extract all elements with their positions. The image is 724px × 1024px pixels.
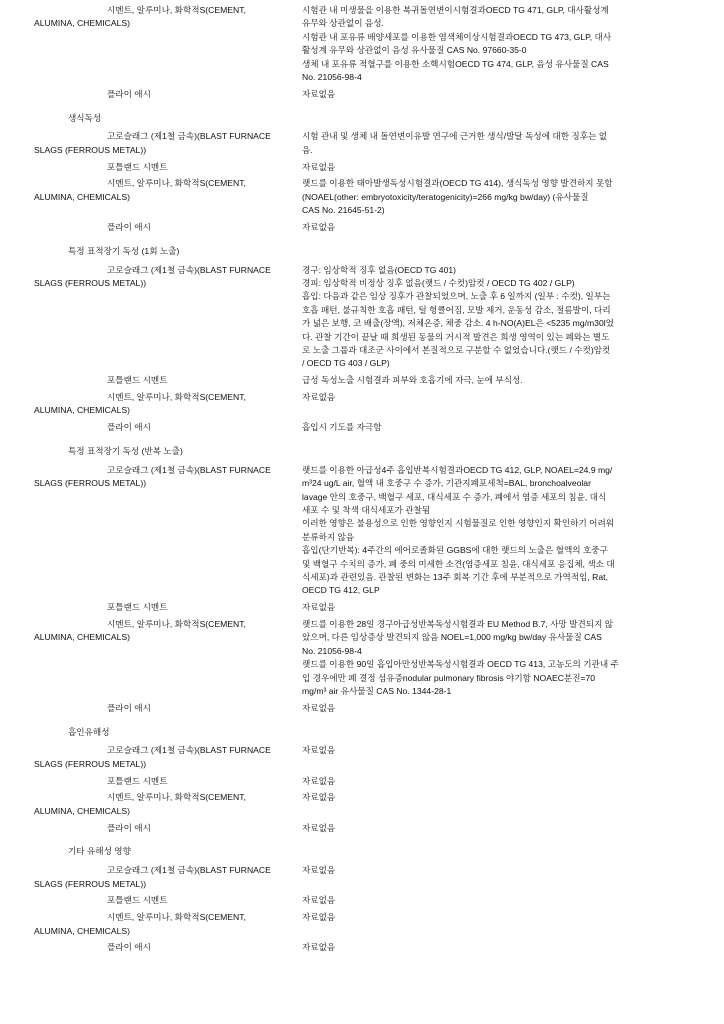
- description-line: 시험관 내 미생물을 이용한 복귀돌연변이시험결과OECD TG 471, GLP, 대사활성계: [302, 5, 609, 15]
- material-name: [0, 161, 290, 174]
- material-name: [0, 264, 290, 291]
- material-name-line: 플라이 애시: [107, 422, 151, 433]
- material-name-line: 시멘트, 알루미나, 화학적S(CEMENT,: [107, 619, 246, 629]
- material-name-line: 고로슬래그 (제1철 금속)(BLAST FURNACE: [107, 865, 271, 876]
- material-name-line: ALUMINA, CHEMICALS): [34, 805, 130, 816]
- material-name: [0, 775, 290, 788]
- material-name-line: 시멘트, 알루미나, 화학적S(CEMENT,: [107, 392, 246, 402]
- description-line: 자료없음: [302, 602, 336, 613]
- section-title: 생식독성: [68, 112, 102, 123]
- material-name-line: 시멘트, 알루미나, 화학적S(CEMENT,: [107, 178, 246, 189]
- material-name-line: 포틀랜드 시멘트: [107, 161, 168, 172]
- description-line: 로 노출 그룹과 대조군 사이에서 본질적으로 구분할 수 없었습니다.(랫드 / 수컷)암컷: [302, 345, 611, 356]
- material-name: [0, 130, 290, 157]
- material-name: [0, 374, 290, 387]
- material-name: [0, 464, 290, 491]
- description-line: 자료없음: [302, 222, 336, 232]
- description-line: 았으며, 다른 임상증상 발견되지 않음 NOEL=1,000 mg/kg bw/day 유사물질 CAS: [302, 632, 602, 643]
- material-name-line: SLAGS (FERROUS METAL)): [34, 758, 147, 769]
- hazard-description: [302, 744, 642, 757]
- hazard-description: [302, 374, 642, 387]
- description-line: / OECD TG 403 / GLP): [302, 358, 390, 369]
- description-line: 분류하지 않음: [302, 531, 355, 542]
- description-line: 자료없음: [302, 792, 336, 803]
- description-line: 호흡 패턴, 불규칙한 호흡 패턴, 털 헝클어짐, 모발 제거, 운동성 감소, 절름발이, 다리: [302, 304, 611, 315]
- material-name-line: 고로슬래그 (제1철 금속)(BLAST FURNACE: [107, 131, 271, 142]
- material-name-line: SLAGS (FERROUS METAL)): [34, 478, 147, 489]
- material-name-line: 포틀랜드 시멘트: [107, 602, 168, 613]
- hazard-description: [302, 601, 642, 614]
- description-line: 자료없음: [302, 702, 336, 713]
- description-line: 자료없음: [302, 865, 336, 876]
- description-line: 다. 관찰 기간이 끝날 때 희생된 동물의 거시적 발견은 희생 영역이 있는 폐와는 별도: [302, 331, 610, 342]
- description-line: 식세포)과 관련있음. 관찰된 변화는 13주 회복 기간 후에 부분적으로 가역적임, Rat,: [302, 572, 608, 583]
- material-name: [0, 601, 290, 614]
- hazard-description: [302, 822, 642, 835]
- material-name-line: 플라이 애시: [107, 942, 151, 953]
- material-name-line: 고로슬래그 (제1철 금속)(BLAST FURNACE: [107, 745, 271, 756]
- description-line: 랫드를 이용한 태아발생독성시험결과(OECD TG 414), 생식독성 영향 발견하지 못함: [302, 178, 613, 189]
- material-name-line: SLAGS (FERROUS METAL)): [34, 278, 147, 288]
- description-line: CAS No. 21645-51-2): [302, 205, 385, 216]
- material-name-line: 포틀랜드 시멘트: [107, 375, 168, 386]
- description-line: 시험관 내 포유류 배양세포를 이용한 염색체이상시험결과OECD TG 473, GLP, 대사: [302, 31, 612, 42]
- hazard-description: [302, 941, 642, 954]
- material-name: [0, 421, 290, 434]
- description-line: 음.: [302, 144, 313, 155]
- hazard-description: [302, 911, 642, 924]
- material-name-line: 플라이 애시: [107, 88, 151, 99]
- description-line: 흡입(단기반복): 4주간의 에어로졸화된 GGBS에 대한 랫드의 노출은 혈액의 호중구: [302, 545, 608, 556]
- description-line: 랫드를 이용한 90일 흡입아만성반복독성시험결과 OECD TG 413, 고농도의 기관내 주: [302, 659, 619, 670]
- description-line: 흡입: 다음과 같은 임상 징후가 관찰되었으며, 노출 후 6 일까지 (일부 : 수컷), 일부는: [302, 291, 611, 302]
- hazard-description: [302, 618, 642, 698]
- hazard-description: [302, 421, 642, 434]
- material-name-line: 고로슬래그 (제1철 금속)(BLAST FURNACE: [107, 264, 271, 275]
- description-line: lavage 안의 호중구, 백혈구 세포, 대식세포 수 증가, 폐에서 염증 세포의 침윤, 대식: [302, 491, 607, 502]
- hazard-description: [302, 130, 642, 157]
- material-name-line: ALUMINA, CHEMICALS): [34, 18, 130, 29]
- material-name: [0, 911, 290, 938]
- material-name-line: SLAGS (FERROUS METAL)): [34, 144, 147, 155]
- description-line: 경피: 임상학적 비정상 징후 없음(랫드 / 수컷)암컷 / OECD TG 402 / GLP): [302, 278, 575, 288]
- hazard-description: [302, 221, 642, 234]
- material-name-line: 플라이 애시: [107, 702, 151, 713]
- description-line: 자료없음: [302, 895, 336, 906]
- description-line: 자료없음: [302, 775, 336, 786]
- material-name-line: ALUMINA, CHEMICALS): [34, 191, 130, 202]
- description-line: 흡입시 기도를 자극함: [302, 422, 382, 433]
- description-line: 경구: 임상학적 징후 없음(OECD TG 401): [302, 264, 457, 275]
- description-line: (NOAEL(other: embryotoxicity/teratogenicity)=266 mg/kg bw/day) (유사물질: [302, 191, 589, 202]
- description-line: No. 21056-98-4: [302, 645, 362, 656]
- material-name-line: 고로슬래그 (제1철 금속)(BLAST FURNACE: [107, 464, 271, 475]
- material-name-line: 플라이 애시: [107, 822, 151, 833]
- hazard-description: [302, 88, 642, 101]
- description-line: 유무와 상관없이 음성.: [302, 18, 384, 29]
- description-line: 랫드를 이용한 아급성4주 흡입반복시험결과OECD TG 412, GLP, NOAEL=24.9 mg/: [302, 464, 613, 475]
- material-name-line: 시멘트, 알루미나, 화학적S(CEMENT,: [107, 5, 246, 15]
- hazard-description: [302, 264, 642, 371]
- material-name: [0, 391, 290, 418]
- description-line: 시험 관내 및 생체 내 돌연변이유발 연구에 근거한 생식/발달 독성에 대한 징후는 없: [302, 131, 607, 142]
- description-line: 및 백혈구 수치의 증가, 폐 중의 미세한 소견(염증세포 침윤, 대식세포 응집체, 색소 대: [302, 558, 615, 569]
- material-name: [0, 4, 290, 31]
- material-name: [0, 791, 290, 818]
- section-title: 특정 표적장기 독성 (1회 노출): [68, 245, 180, 256]
- description-line: 이러한 영향은 불용성으로 인한 영향인지 시험물질로 인한 영향인지 확인하기 어려워: [302, 518, 615, 529]
- description-line: 급성 독성노출 시험결과 피부와 호흡기에 자극, 눈에 부식성.: [302, 375, 523, 386]
- description-line: mg/m³ air 유사물질 CAS No. 1344-28-1: [302, 686, 452, 697]
- material-name-line: 플라이 애시: [107, 222, 151, 232]
- section-title: 흡인유해성: [68, 726, 110, 737]
- description-line: 세포 수 및 착색 대식세포가 관찰됨: [302, 505, 431, 516]
- hazard-description: [302, 702, 642, 715]
- description-line: 자료없음: [302, 392, 336, 402]
- description-line: 활성계 유무와 상관없이 음성 유사물질 CAS No. 97660-35-0: [302, 45, 527, 56]
- material-name-line: 포틀랜드 시멘트: [107, 895, 168, 906]
- hazard-description: [302, 4, 642, 84]
- hazard-description: [302, 161, 642, 174]
- hazard-description: [302, 864, 642, 877]
- description-line: 자료없음: [302, 912, 336, 923]
- description-line: 자료없음: [302, 88, 336, 99]
- material-name: [0, 822, 290, 835]
- material-name-line: 시멘트, 알루미나, 화학적S(CEMENT,: [107, 792, 246, 803]
- description-line: 자료없음: [302, 161, 336, 172]
- section-title: 기타 유해성 영향: [68, 846, 131, 857]
- material-name-line: 포틀랜드 시멘트: [107, 775, 168, 786]
- description-line: 자료없음: [302, 822, 336, 833]
- description-line: m³24 ug/L air, 혈액 내 호중구 수 증가, 기관지폐포세척=BAL, bronchoalveolar: [302, 478, 591, 489]
- material-name: [0, 941, 290, 954]
- description-line: 생체 내 포유류 적혈구를 이용한 소핵시험OECD TG 474, GLP, 음성 유사물질 CAS: [302, 58, 609, 69]
- description-line: 자료없음: [302, 942, 336, 953]
- material-name: [0, 221, 290, 234]
- material-name-line: SLAGS (FERROUS METAL)): [34, 878, 147, 889]
- material-name: [0, 744, 290, 771]
- description-line: No. 21056-98-4: [302, 72, 362, 83]
- material-name: [0, 702, 290, 715]
- material-name-line: 시멘트, 알루미나, 화학적S(CEMENT,: [107, 912, 246, 923]
- hazard-description: [302, 791, 642, 804]
- description-line: 랫드를 이용한 28일 경구아급성반복독성시험결과 EU Method B.7, 사망 발견되지 않: [302, 619, 614, 629]
- material-name: [0, 618, 290, 645]
- material-name: [0, 864, 290, 891]
- hazard-description: [302, 775, 642, 788]
- hazard-description: [302, 894, 642, 907]
- hazard-description: [302, 177, 642, 217]
- material-name-line: ALUMINA, CHEMICALS): [34, 632, 130, 643]
- hazard-description: [302, 464, 642, 598]
- section-title: 특정 표적장기 독성 (반복 노출): [68, 446, 183, 456]
- material-name: [0, 88, 290, 101]
- description-line: 가 넓은 보행, 코 배출(장액), 저체온증, 체중 감소. 4 h-NO(A)EL은 <5235 mg/m30l었: [302, 318, 614, 329]
- material-name-line: ALUMINA, CHEMICALS): [34, 405, 130, 416]
- description-line: 자료없음: [302, 745, 336, 756]
- hazard-description: [302, 391, 642, 404]
- material-name-line: ALUMINA, CHEMICALS): [34, 925, 130, 936]
- material-name: [0, 177, 290, 204]
- description-line: OECD TG 412, GLP: [302, 585, 380, 596]
- description-line: 입 경우에만 폐 결정 섬유증nodular pulmonary fibrosis 야기함 NOAEC분진=70: [302, 672, 596, 683]
- material-name: [0, 894, 290, 907]
